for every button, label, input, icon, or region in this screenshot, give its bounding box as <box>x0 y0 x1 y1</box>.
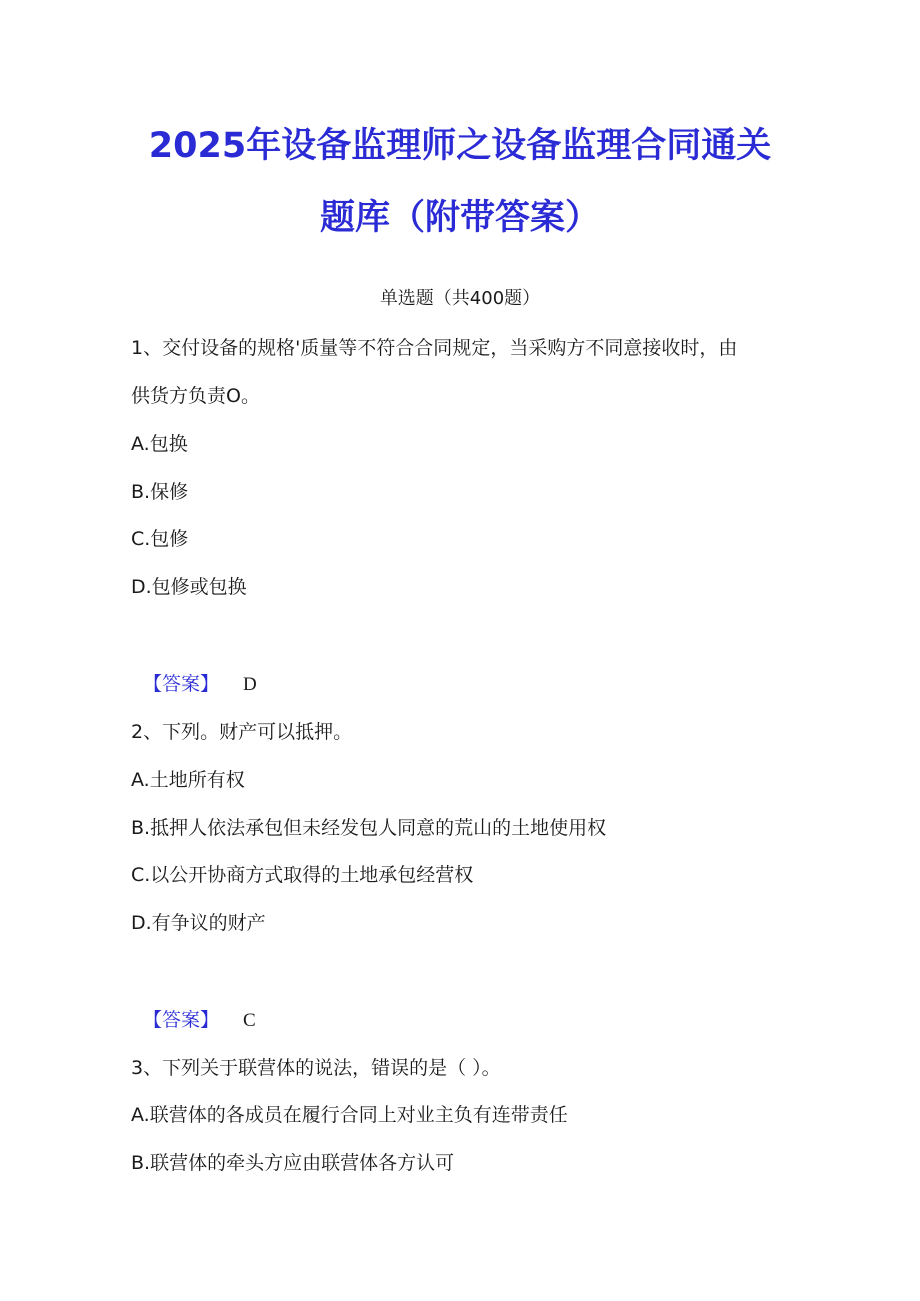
answer-label: 【答案】 <box>143 673 220 695</box>
question-3-option-b: B.联营体的牵头方应由联营体各方认可 <box>131 1152 455 1174</box>
question-2-option-b: B.抵押人依法承包但未经发包人同意的荒山的土地使用权 <box>131 817 607 839</box>
question-2-option-c: C.以公开协商方式取得的土地承包经营权 <box>131 864 474 886</box>
question-1-stem-line-2: 供货方负责O。 <box>131 385 260 407</box>
answer-value: D <box>243 674 257 695</box>
question-3-stem-line-1: 3、下列关于联营体的说法，错误的是（ ）。 <box>131 1057 501 1079</box>
question-1-option-b: B.保修 <box>131 481 189 503</box>
question-2-option-a: A.土地所有权 <box>131 769 245 791</box>
question-1-stem-line-1: 1、交付设备的规格'质量等不符合合同规定，当采购方不同意接收时，由 <box>131 337 738 359</box>
question-2-answer <box>143 1007 256 1034</box>
question-2-option-d: D.有争议的财产 <box>131 912 266 934</box>
question-3-option-a: A.联营体的各成员在履行合同上对业主负有连带责任 <box>131 1104 568 1126</box>
document-title-line-1: 2025年设备监理师之设备监理合同通关 <box>148 126 772 166</box>
question-2-stem-line-1: 2、下列。财产可以抵押。 <box>131 721 353 743</box>
question-1-option-c: C.包修 <box>131 528 189 550</box>
section-heading: 单选题（共400题） <box>379 288 541 309</box>
answer-label: 【答案】 <box>143 1009 220 1031</box>
question-1-answer <box>143 671 257 698</box>
answer-value: C <box>243 1010 256 1031</box>
question-1-option-d: D.包修或包换 <box>131 576 247 598</box>
question-1-option-a: A.包换 <box>131 433 188 455</box>
document-title-line-2: 题库（附带答案） <box>319 198 600 238</box>
